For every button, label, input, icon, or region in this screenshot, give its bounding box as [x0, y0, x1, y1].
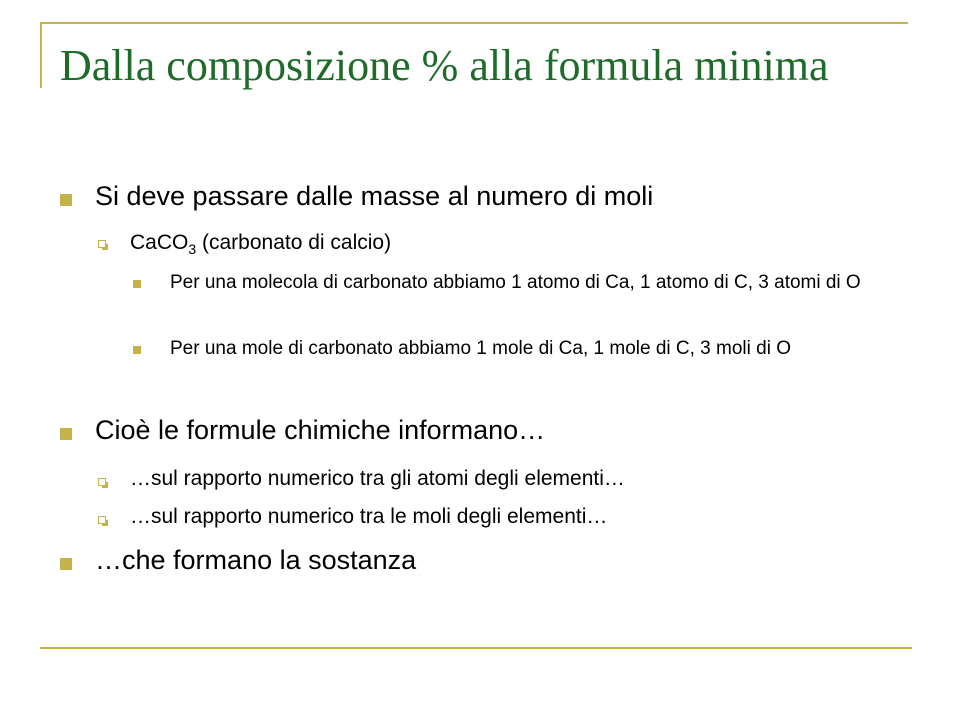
bullet-text-formula — [130, 230, 391, 262]
bullet-text: …che formano la sostanza — [95, 545, 417, 575]
bullet-text: …sul rapporto numerico tra le moli degli elementi… — [130, 505, 608, 528]
formula-main: CaCO — [130, 231, 189, 254]
formula-rest: (carbonato di calcio) — [196, 231, 392, 254]
bullet-text: …sul rapporto numerico tra gli atomi degli elementi… — [130, 467, 625, 490]
bullet-text: Per una molecola di carbonato abbiamo 1 atomo di Ca, 1 atomo di C, 3 atomi di O — [170, 272, 861, 293]
hollow-square-bullet-icon — [98, 240, 106, 248]
formula-subscript: 3 — [188, 241, 197, 257]
square-bullet-icon — [60, 194, 72, 206]
square-bullet-icon — [133, 346, 141, 354]
square-bullet-icon — [60, 428, 72, 440]
bullet-text: Si deve passare dalle masse al numero di moli — [95, 181, 654, 211]
top-border-line — [40, 22, 908, 24]
left-border-line — [40, 22, 42, 88]
bullet-text: Cioè le formule chimiche informano… — [95, 415, 546, 445]
bottom-border-line — [40, 647, 912, 649]
hollow-square-bullet-icon — [98, 516, 106, 524]
hollow-square-bullet-icon — [98, 478, 106, 486]
square-bullet-icon — [133, 280, 141, 288]
slide-title: Dalla composizione % alla formula minima — [60, 41, 829, 90]
square-bullet-icon — [60, 558, 72, 570]
bullet-text: Per una mole di carbonato abbiamo 1 mole di Ca, 1 mole di C, 3 moli di O — [170, 338, 791, 359]
